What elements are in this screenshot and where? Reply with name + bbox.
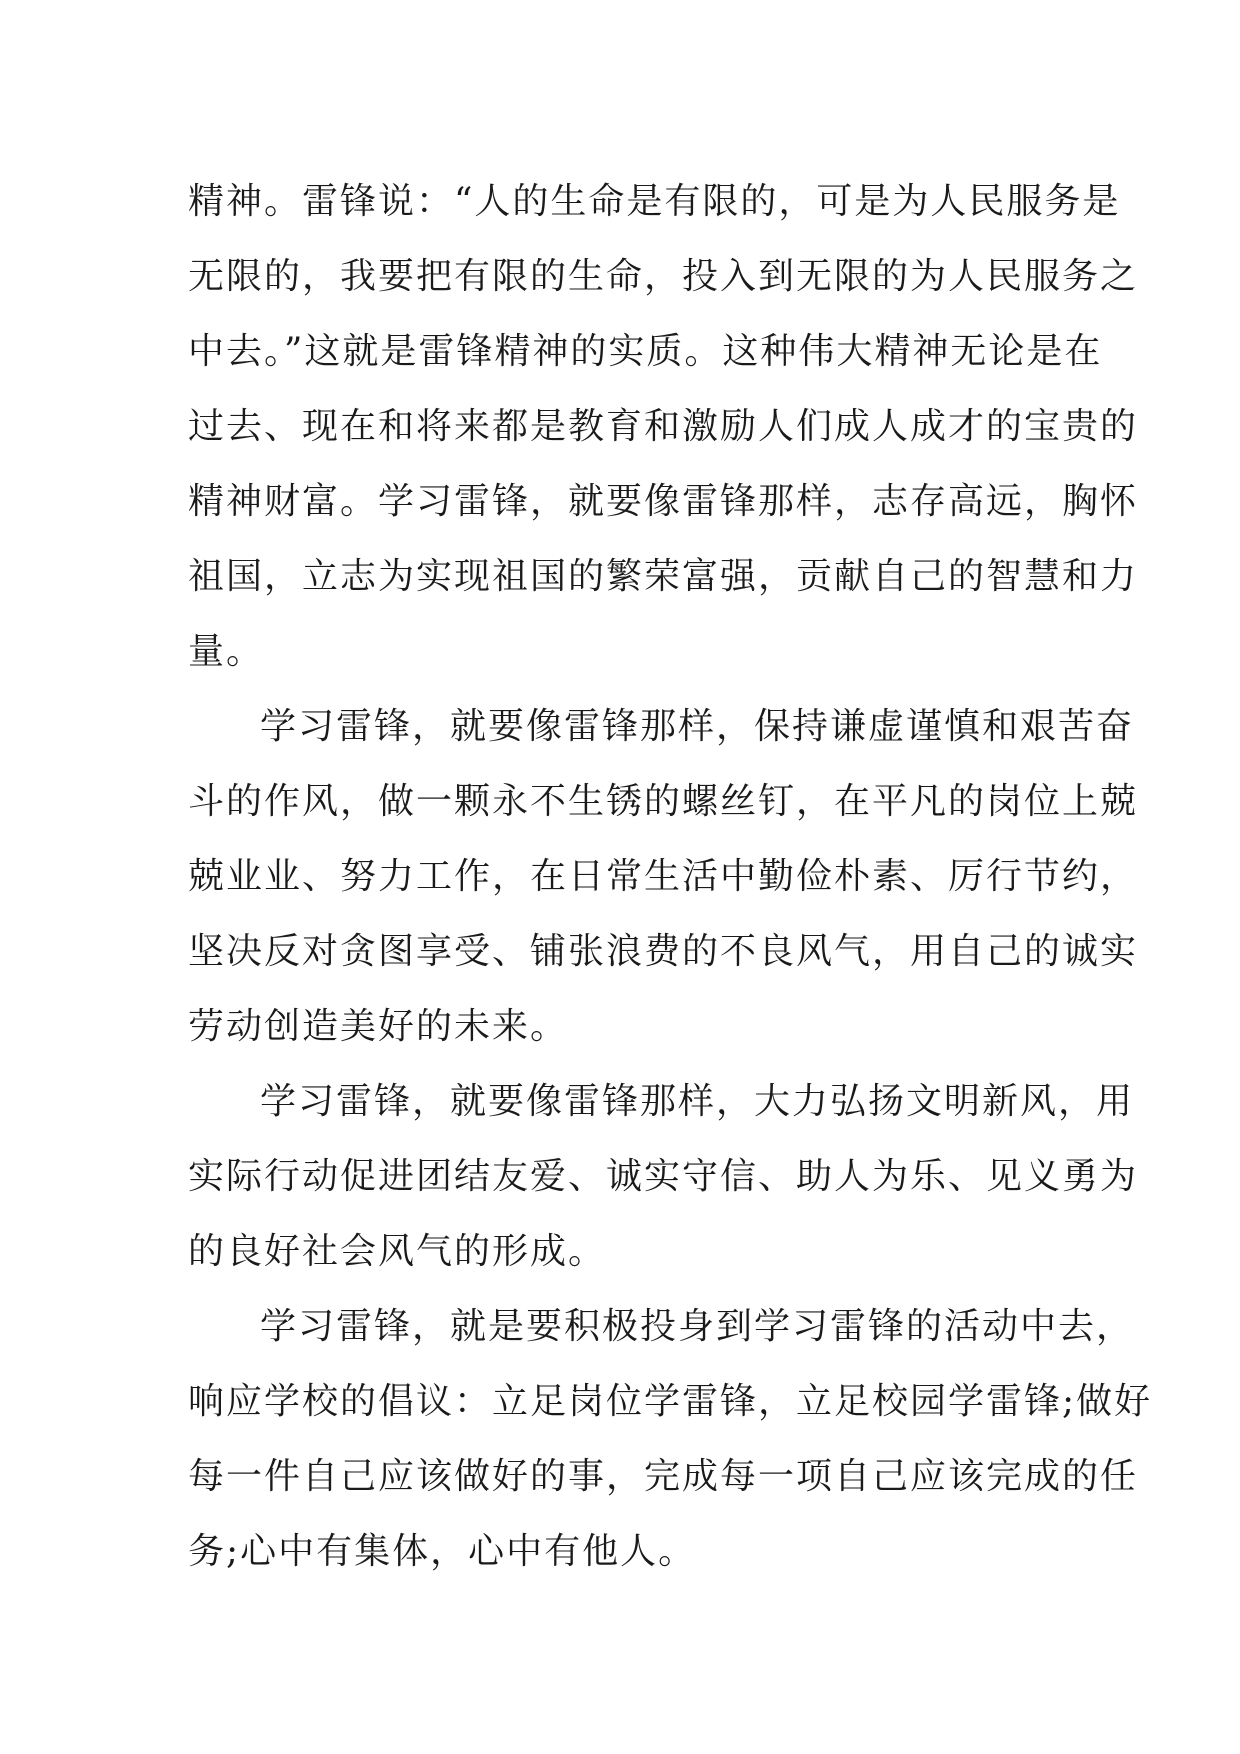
paragraph-line: 响应学校的倡议：立足岗位学雷锋，立足校园学雷锋;做好 — [188, 1381, 1153, 1422]
paragraph-line: 精神。雷锋说：“人的生命是有限的，可是为人民服务是 — [188, 181, 1121, 222]
document-body — [188, 164, 1153, 1589]
paragraph-line: 过去、现在和将来都是教育和激励人们成人成才的宝贵的 — [188, 406, 1139, 447]
paragraph-1 — [188, 164, 1139, 689]
paragraph-2 — [188, 689, 1139, 1064]
paragraph-line: 坚决反对贪图享受、铺张浪费的不良风气，用自己的诚实 — [188, 931, 1139, 972]
paragraph-line: 兢业业、努力工作，在日常生活中勤俭朴素、厉行节约， — [188, 856, 1139, 897]
paragraph-line: 中去。”这就是雷锋精神的实质。这种伟大精神无论是在 — [188, 331, 1103, 372]
paragraph-line: 祖国，立志为实现祖国的繁荣富强，贡献自己的智慧和力 — [188, 556, 1139, 597]
paragraph-line: 的良好社会风气的形成。 — [188, 1231, 607, 1272]
paragraph-line: 量。 — [188, 631, 265, 672]
paragraph-line: 每一件自己应该做好的事，完成每一项自己应该完成的任 — [188, 1456, 1139, 1497]
paragraph-line: 学习雷锋，就是要积极投身到学习雷锋的活动中去， — [260, 1306, 1135, 1347]
paragraph-line: 精神财富。学习雷锋，就要像雷锋那样，志存高远，胸怀 — [188, 481, 1139, 522]
paragraph-3 — [188, 1064, 1139, 1289]
paragraph-line: 学习雷锋，就要像雷锋那样，大力弘扬文明新风，用 — [260, 1081, 1135, 1122]
paragraph-line: 劳动创造美好的未来。 — [188, 1006, 569, 1047]
paragraph-4 — [188, 1289, 1153, 1589]
paragraph-line: 斗的作风，做一颗永不生锈的螺丝钉，在平凡的岗位上兢 — [188, 781, 1139, 822]
paragraph-line: 学习雷锋，就要像雷锋那样，保持谦虚谨慎和艰苦奋 — [260, 706, 1135, 747]
paragraph-line: 无限的，我要把有限的生命，投入到无限的为人民服务之 — [188, 256, 1139, 297]
paragraph-line: 务;心中有集体，心中有他人。 — [188, 1531, 697, 1572]
paragraph-line: 实际行动促进团结友爱、诚实守信、助人为乐、见义勇为 — [188, 1156, 1139, 1197]
